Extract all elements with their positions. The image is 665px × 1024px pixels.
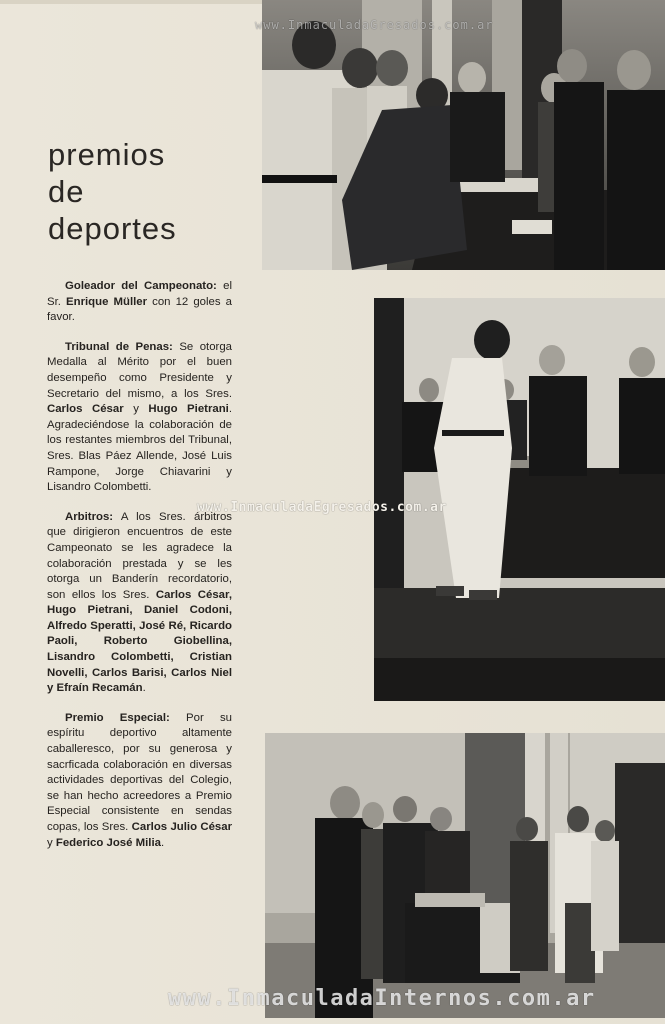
article-column (47, 279, 232, 865)
name-premio-2: Federico José Milia (55, 836, 161, 849)
name-tribunal-1: Carlos César (47, 403, 124, 416)
name-goleador: Enrique Müller (66, 295, 148, 308)
text: A los Sres. árbitros que dirigieron encuentros de este Campeonato se les agradece la colaboración prestada y se les otorga un Banderín recordatorio, son ellos los Sres. (47, 510, 232, 601)
text: . (160, 836, 165, 849)
title-line-1: premios (48, 137, 166, 172)
names-arbitros: Carlos César, Hugo Pietrani, Daniel Codoni, Alfredo Speratti, José Ré, Ricardo Paoli, Roberto Giobellina, Lisandro Colombetti, Cristian Novelli, Carlos Barisi, Carlos Niel y Efraín Recamán (47, 588, 232, 695)
watermark-middle: www.InmaculadaEgresados.com.ar (197, 500, 447, 515)
watermark-bottom: www.InmaculadaInternos.com.ar (168, 986, 596, 1011)
watermark-top: www.InmaculadaGresados.com.ar (255, 18, 494, 32)
text: y (123, 403, 149, 416)
paragraph-arbitros (47, 510, 232, 697)
photo-award-ceremony-top (262, 0, 665, 270)
text: el Sr. (47, 280, 232, 308)
text: . (142, 682, 146, 695)
paragraph-goleador (47, 279, 232, 326)
text: con 12 goles a favor. (47, 295, 232, 324)
name-premio-1: Carlos Julio César (131, 821, 233, 833)
page-title (48, 136, 177, 247)
paragraph-premio-especial (47, 711, 232, 851)
label-tribunal: Tribunal de Penas: (65, 340, 173, 353)
text: Se otorga Medalla al Mérito por el buen desempeño como Presidente y Secretario del mismo, a los Sres. (47, 340, 232, 400)
label-arbitros: Arbitros: (65, 510, 114, 523)
label-premio-especial: Premio Especial: (65, 711, 170, 724)
text: . Agradeciéndose la colaboración de los restantes miembros del Tribunal, Sres. Blas Páez Allende, José Luis Rampone, Jorge Chiavarini y Lisandro Colombetti. (47, 403, 233, 494)
title-line-2: de (48, 174, 85, 209)
photo-group-trophies (265, 733, 665, 1018)
text: y (47, 836, 56, 849)
text: Por su espíritu deportivo altamente caballeresco, por su generosa y sacrficada colaboración en diversas actividades deportivas del Colegio, se han hecho acreedores a Premio Especial consistente en sendas copas, los Sres. (47, 711, 232, 833)
title-line-3: deportes (48, 211, 177, 246)
label-goleador: Goleador del Campeonato: (65, 280, 217, 292)
paragraph-tribunal (47, 340, 232, 496)
name-tribunal-2: Hugo Pietrani (148, 403, 229, 416)
